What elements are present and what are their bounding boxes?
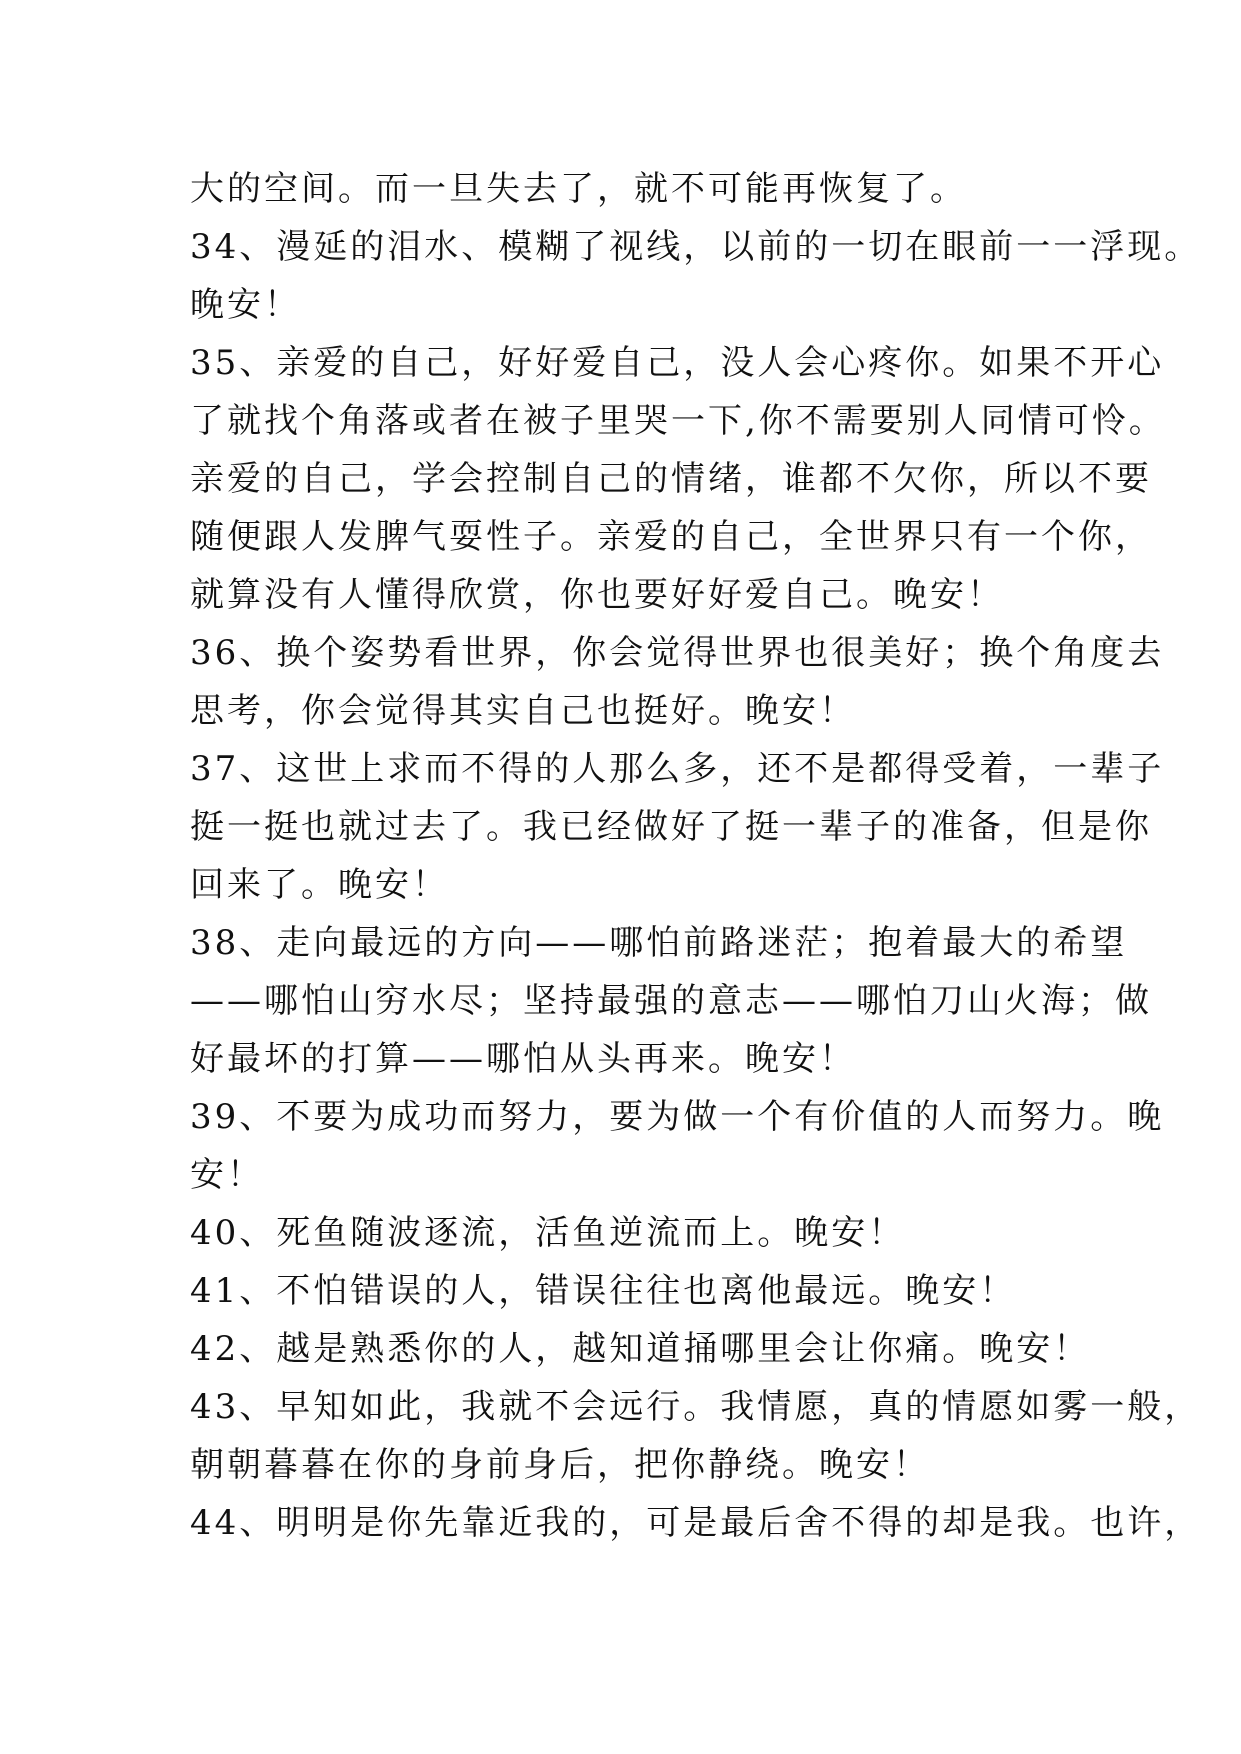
text-line: 40、死鱼随波逐流，活鱼逆流而上。晚安！	[190, 1213, 906, 1253]
text-line: 安！	[190, 1155, 264, 1195]
text-line: 37、这世上求而不得的人那么多，还不是都得受着，一辈子	[190, 749, 1165, 789]
text-line: 36、换个姿势看世界，你会觉得世界也很美好；换个角度去	[190, 633, 1165, 673]
text-line: 朝朝暮暮在你的身前身后，把你静绕。晚安！	[190, 1445, 930, 1485]
text-line: 回来了。晚安！	[190, 865, 449, 905]
text-line: 亲爱的自己，学会控制自己的情绪，谁都不欠你，所以不要	[190, 459, 1152, 499]
text-line: ——哪怕山穷水尽；坚持最强的意志——哪怕刀山火海；做	[190, 981, 1152, 1021]
text-line: 了就找个角落或者在被子里哭一下,你不需要别人同情可怜。	[190, 401, 1166, 441]
text-line: 随便跟人发脾气耍性子。亲爱的自己，全世界只有一个你，	[190, 517, 1152, 557]
text-line: 好最坏的打算——哪怕从头再来。晚安！	[190, 1039, 856, 1079]
text-line: 43、早知如此，我就不会远行。我情愿，真的情愿如雾一般，	[190, 1387, 1202, 1427]
text-line: 38、走向最远的方向——哪怕前路迷茫；抱着最大的希望	[190, 923, 1128, 963]
body-text	[190, 160, 1202, 1552]
text-line: 34、漫延的泪水、模糊了视线，以前的一切在眼前一一浮现。	[190, 227, 1202, 267]
text-line: 就算没有人懂得欣赏，你也要好好爱自己。晚安！	[190, 575, 1004, 615]
text-line: 42、越是熟悉你的人，越知道捅哪里会让你痛。晚安！	[190, 1329, 1091, 1369]
text-line: 挺一挺也就过去了。我已经做好了挺一辈子的准备，但是你	[190, 807, 1152, 847]
text-line: 大的空间。而一旦失去了，就不可能再恢复了。	[190, 169, 967, 209]
text-line: 44、明明是你先靠近我的，可是最后舍不得的却是我。也许，	[190, 1503, 1202, 1543]
text-line: 35、亲爱的自己，好好爱自己，没人会心疼你。如果不开心	[190, 343, 1165, 383]
text-line: 41、不怕错误的人，错误往往也离他最远。晚安！	[190, 1271, 1017, 1311]
text-line: 思考，你会觉得其实自己也挺好。晚安！	[190, 691, 856, 731]
text-line: 39、不要为成功而努力，要为做一个有价值的人而努力。晚	[190, 1097, 1165, 1137]
text-line: 晚安！	[190, 285, 301, 325]
